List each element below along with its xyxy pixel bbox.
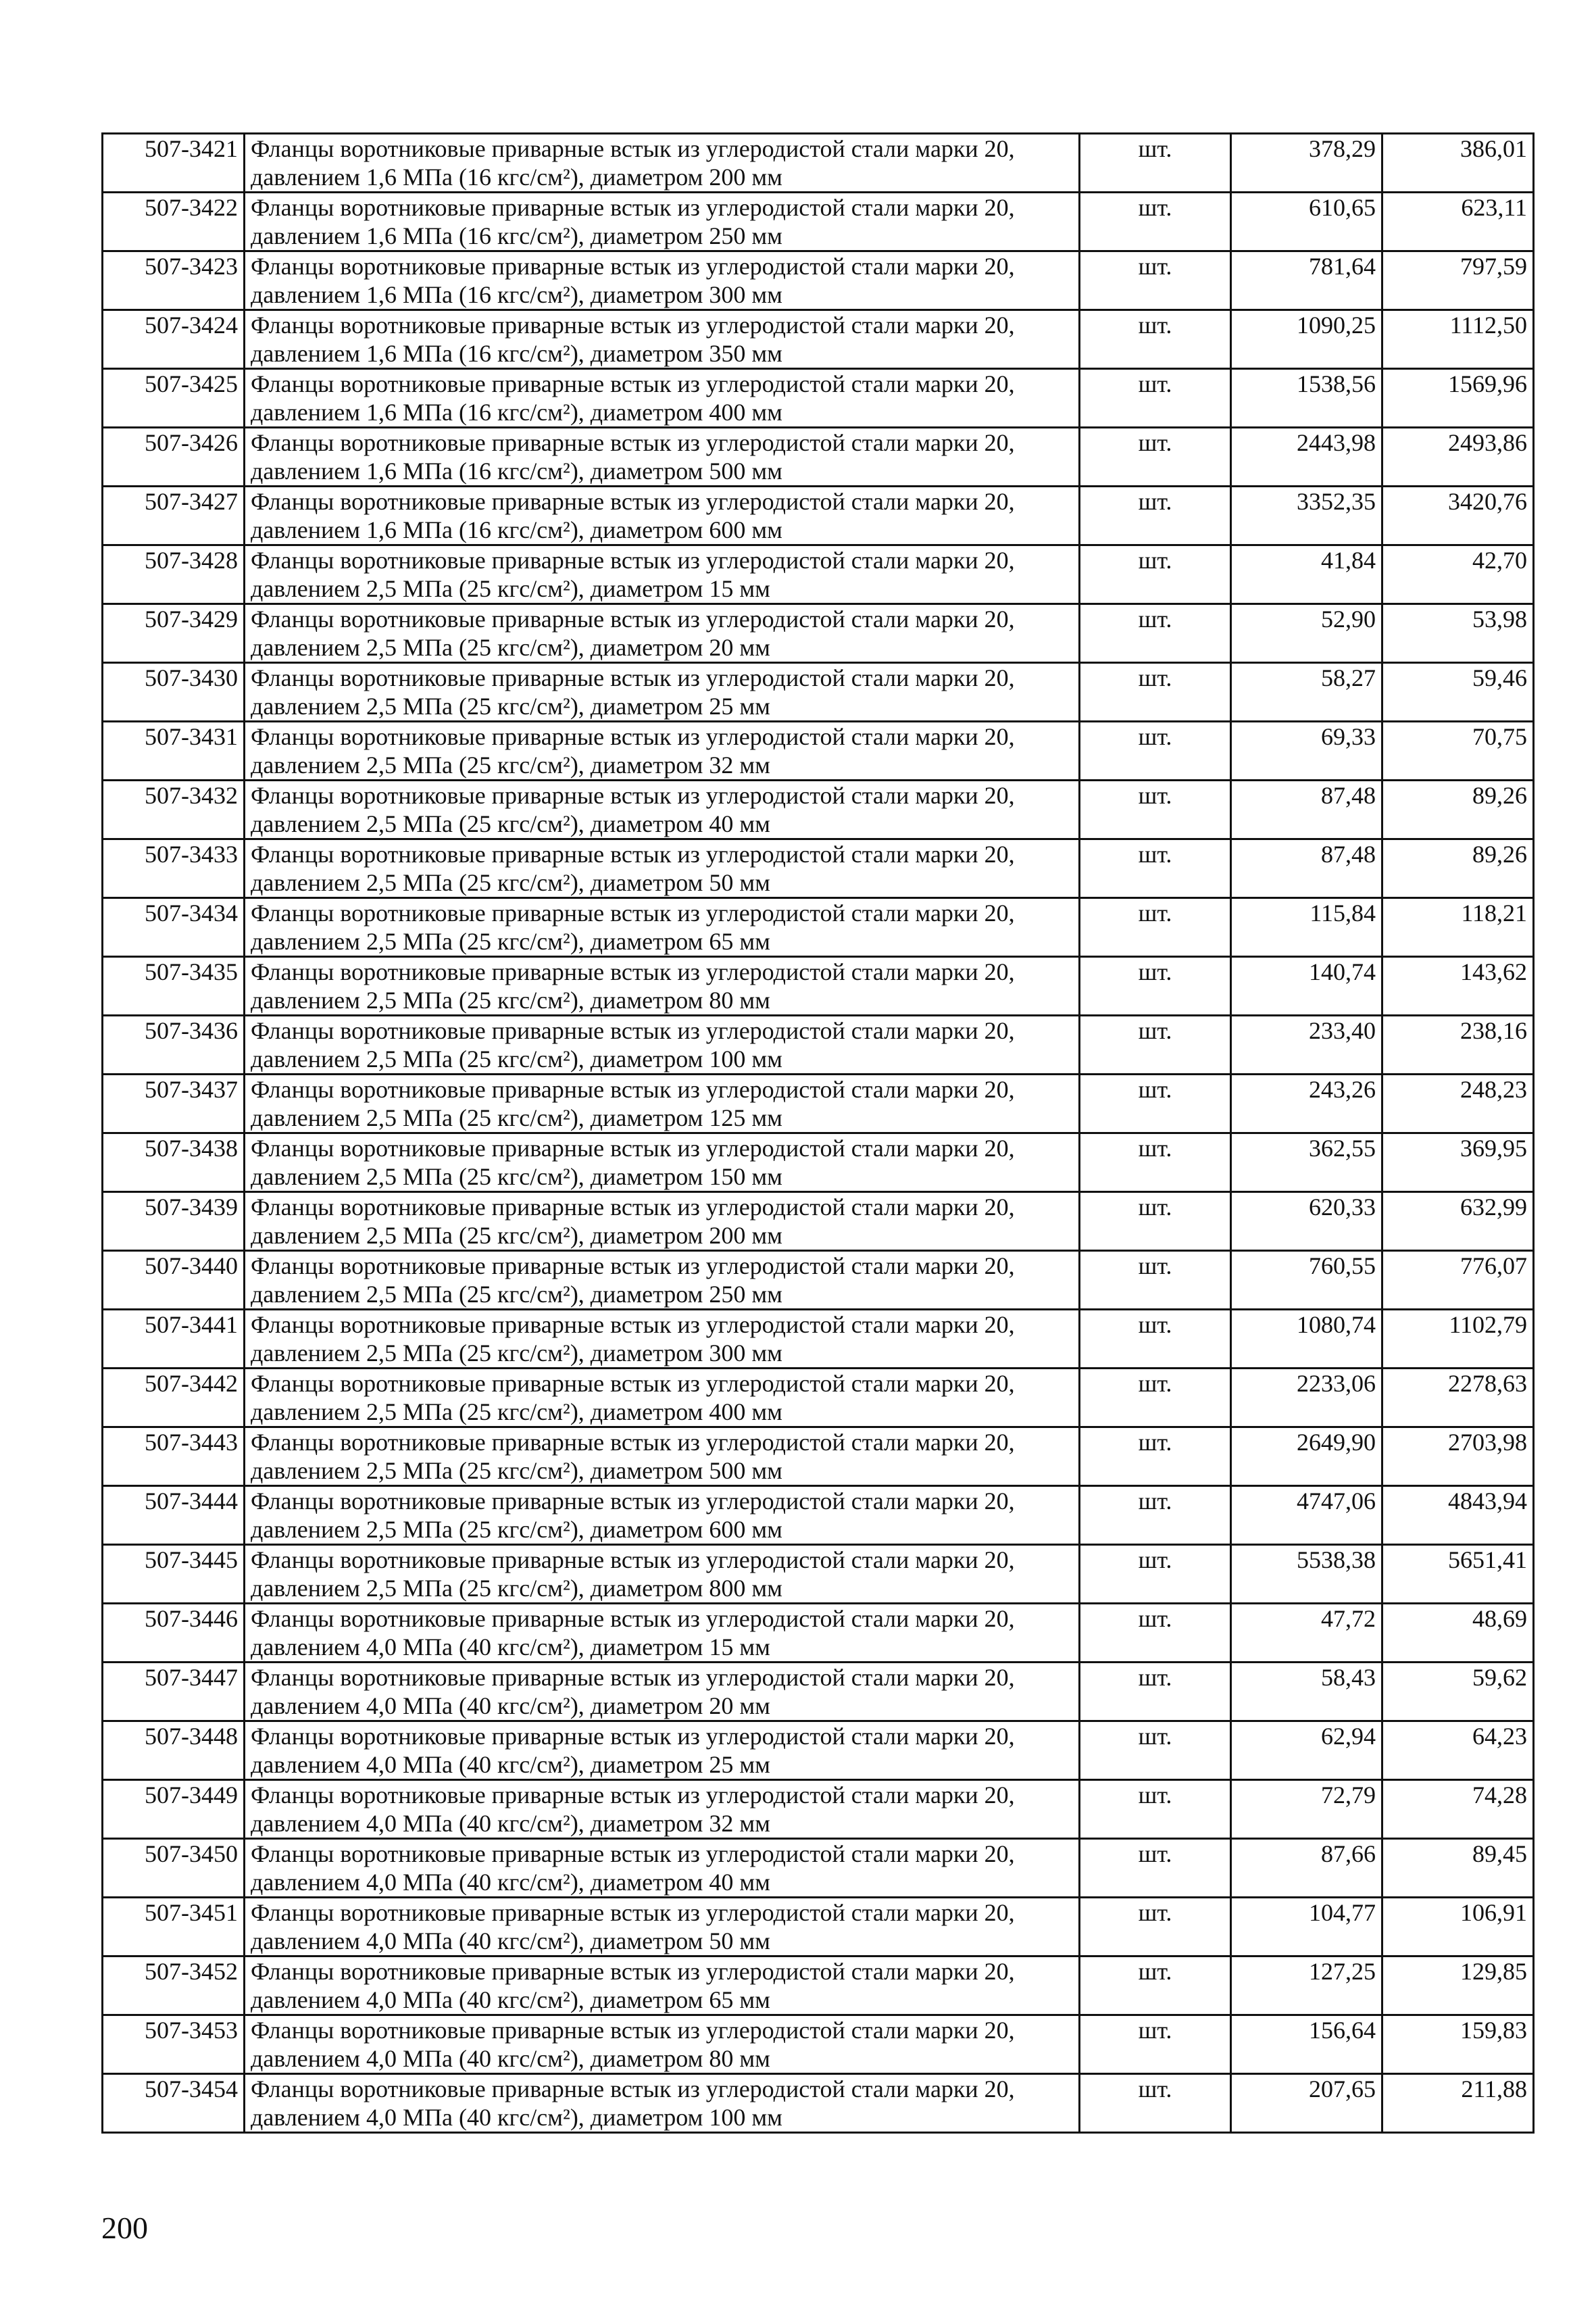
description-line-1: Фланцы воротниковые приварные встык из углеродистой стали марки 20,	[251, 1017, 1015, 1044]
item-unit: шт.	[1080, 2015, 1231, 2074]
item-price-2: 59,46	[1382, 663, 1534, 722]
table-row	[103, 898, 1534, 957]
item-price-2: 211,88	[1382, 2074, 1534, 2133]
description-line-1: Фланцы воротниковые приварные встык из углеродистой стали марки 20,	[251, 1135, 1015, 1162]
description-line-1: Фланцы воротниковые приварные встык из углеродистой стали марки 20,	[251, 1546, 1015, 1573]
item-price-2: 776,07	[1382, 1251, 1534, 1310]
item-price-2: 106,91	[1382, 1898, 1534, 1956]
item-price-1: 47,72	[1231, 1604, 1382, 1663]
item-price-1: 3352,35	[1231, 487, 1382, 545]
table-row	[103, 251, 1534, 310]
item-price-1: 62,94	[1231, 1721, 1382, 1780]
item-price-2: 143,62	[1382, 957, 1534, 1016]
item-price-1: 58,43	[1231, 1663, 1382, 1721]
description-line-2: давлением 2,5 МПа (25 кгс/см²), диаметром 400 мм	[251, 1398, 782, 1425]
item-description	[245, 487, 1080, 545]
item-unit: шт.	[1080, 1016, 1231, 1075]
description-line-2: давлением 4,0 МПа (40 кгс/см²), диаметром 32 мм	[251, 1810, 770, 1837]
item-price-2: 386,01	[1382, 134, 1534, 193]
price-table-body	[103, 134, 1534, 2133]
item-description	[245, 1839, 1080, 1898]
item-code: 507-3426	[103, 428, 245, 487]
item-code: 507-3446	[103, 1604, 245, 1663]
item-unit: шт.	[1080, 310, 1231, 369]
item-unit: шт.	[1080, 1310, 1231, 1369]
item-price-1: 207,65	[1231, 2074, 1382, 2133]
table-row	[103, 1898, 1534, 1956]
item-description	[245, 251, 1080, 310]
item-description	[245, 1133, 1080, 1192]
table-row	[103, 193, 1534, 251]
item-code: 507-3441	[103, 1310, 245, 1369]
item-code: 507-3424	[103, 310, 245, 369]
description-line-2: давлением 2,5 МПа (25 кгс/см²), диаметром 500 мм	[251, 1457, 782, 1484]
item-price-1: 115,84	[1231, 898, 1382, 957]
item-price-2: 623,11	[1382, 193, 1534, 251]
item-code: 507-3445	[103, 1545, 245, 1604]
item-description	[245, 898, 1080, 957]
table-row	[103, 428, 1534, 487]
description-line-1: Фланцы воротниковые приварные встык из углеродистой стали марки 20,	[251, 194, 1015, 221]
description-line-1: Фланцы воротниковые приварные встык из углеродистой стали марки 20,	[251, 2075, 1015, 2102]
table-row	[103, 1075, 1534, 1133]
table-row	[103, 1310, 1534, 1369]
description-line-1: Фланцы воротниковые приварные встык из углеродистой стали марки 20,	[251, 1076, 1015, 1103]
item-price-2: 89,26	[1382, 781, 1534, 839]
description-line-1: Фланцы воротниковые приварные встык из углеродистой стали марки 20,	[251, 1958, 1015, 1985]
item-unit: шт.	[1080, 487, 1231, 545]
item-price-1: 87,48	[1231, 839, 1382, 898]
description-line-2: давлением 2,5 МПа (25 кгс/см²), диаметром 150 мм	[251, 1163, 782, 1190]
table-row	[103, 839, 1534, 898]
description-line-2: давлением 4,0 МПа (40 кгс/см²), диаметром 20 мм	[251, 1692, 770, 1719]
item-code: 507-3442	[103, 1369, 245, 1427]
item-description	[245, 310, 1080, 369]
description-line-1: Фланцы воротниковые приварные встык из углеродистой стали марки 20,	[251, 135, 1015, 162]
item-description	[245, 663, 1080, 722]
item-code: 507-3422	[103, 193, 245, 251]
description-line-2: давлением 2,5 МПа (25 кгс/см²), диаметром 40 мм	[251, 810, 770, 837]
item-code: 507-3454	[103, 2074, 245, 2133]
table-row	[103, 1192, 1534, 1251]
item-price-1: 58,27	[1231, 663, 1382, 722]
item-price-1: 156,64	[1231, 2015, 1382, 2074]
item-code: 507-3439	[103, 1192, 245, 1251]
item-description	[245, 134, 1080, 193]
item-unit: шт.	[1080, 898, 1231, 957]
description-line-2: давлением 4,0 МПа (40 кгс/см²), диаметром 40 мм	[251, 1869, 770, 1896]
item-price-2: 74,28	[1382, 1780, 1534, 1839]
item-price-2: 369,95	[1382, 1133, 1534, 1192]
description-line-2: давлением 2,5 МПа (25 кгс/см²), диаметром 100 мм	[251, 1045, 782, 1073]
item-description	[245, 2015, 1080, 2074]
description-line-2: давлением 4,0 МПа (40 кгс/см²), диаметром 100 мм	[251, 2104, 782, 2131]
table-row	[103, 1604, 1534, 1663]
description-line-1: Фланцы воротниковые приварные встык из углеродистой стали марки 20,	[251, 547, 1015, 574]
item-price-2: 53,98	[1382, 604, 1534, 663]
description-line-2: давлением 4,0 МПа (40 кгс/см²), диаметром 65 мм	[251, 1986, 770, 2013]
item-unit: шт.	[1080, 1192, 1231, 1251]
item-price-2: 238,16	[1382, 1016, 1534, 1075]
item-price-2: 129,85	[1382, 1956, 1534, 2015]
item-code: 507-3449	[103, 1780, 245, 1839]
item-code: 507-3435	[103, 957, 245, 1016]
description-line-1: Фланцы воротниковые приварные встык из углеродистой стали марки 20,	[251, 429, 1015, 456]
description-line-1: Фланцы воротниковые приварные встык из углеродистой стали марки 20,	[251, 723, 1015, 750]
item-description	[245, 1016, 1080, 1075]
description-line-1: Фланцы воротниковые приварные встык из углеродистой стали марки 20,	[251, 900, 1015, 927]
item-price-1: 140,74	[1231, 957, 1382, 1016]
description-line-1: Фланцы воротниковые приварные встык из углеродистой стали марки 20,	[251, 606, 1015, 633]
item-price-2: 89,26	[1382, 839, 1534, 898]
item-price-1: 4747,06	[1231, 1486, 1382, 1545]
description-line-1: Фланцы воротниковые приварные встык из углеродистой стали марки 20,	[251, 1429, 1015, 1456]
item-unit: шт.	[1080, 1133, 1231, 1192]
item-code: 507-3438	[103, 1133, 245, 1192]
description-line-2: давлением 2,5 МПа (25 кгс/см²), диаметром 300 мм	[251, 1339, 782, 1367]
item-code: 507-3451	[103, 1898, 245, 1956]
table-row	[103, 310, 1534, 369]
description-line-1: Фланцы воротниковые приварные встык из углеродистой стали марки 20,	[251, 1193, 1015, 1221]
table-row	[103, 1663, 1534, 1721]
table-row	[103, 2015, 1534, 2074]
item-unit: шт.	[1080, 1839, 1231, 1898]
item-price-2: 2278,63	[1382, 1369, 1534, 1427]
description-line-1: Фланцы воротниковые приварные встык из углеродистой стали марки 20,	[251, 312, 1015, 339]
table-row	[103, 545, 1534, 604]
item-description	[245, 1310, 1080, 1369]
item-code: 507-3430	[103, 663, 245, 722]
table-row	[103, 1545, 1534, 1604]
item-price-2: 48,69	[1382, 1604, 1534, 1663]
item-unit: шт.	[1080, 1369, 1231, 1427]
item-price-1: 127,25	[1231, 1956, 1382, 2015]
item-unit: шт.	[1080, 604, 1231, 663]
item-code: 507-3450	[103, 1839, 245, 1898]
item-unit: шт.	[1080, 1898, 1231, 1956]
item-description	[245, 1663, 1080, 1721]
item-price-2: 1102,79	[1382, 1310, 1534, 1369]
table-row	[103, 369, 1534, 428]
description-line-2: давлением 2,5 МПа (25 кгс/см²), диаметром 200 мм	[251, 1222, 782, 1249]
item-price-1: 72,79	[1231, 1780, 1382, 1839]
description-line-1: Фланцы воротниковые приварные встык из углеродистой стали марки 20,	[251, 1487, 1015, 1515]
table-row	[103, 134, 1534, 193]
item-unit: шт.	[1080, 2074, 1231, 2133]
item-price-1: 2649,90	[1231, 1427, 1382, 1486]
item-code: 507-3433	[103, 839, 245, 898]
description-line-2: давлением 2,5 МПа (25 кгс/см²), диаметром 600 мм	[251, 1516, 782, 1543]
item-description	[245, 2074, 1080, 2133]
item-price-2: 5651,41	[1382, 1545, 1534, 1604]
item-code: 507-3444	[103, 1486, 245, 1545]
item-price-2: 118,21	[1382, 898, 1534, 957]
item-description	[245, 1486, 1080, 1545]
item-description	[245, 1721, 1080, 1780]
table-row	[103, 663, 1534, 722]
item-price-1: 1090,25	[1231, 310, 1382, 369]
item-code: 507-3432	[103, 781, 245, 839]
item-price-1: 610,65	[1231, 193, 1382, 251]
table-row	[103, 1486, 1534, 1545]
table-row	[103, 604, 1534, 663]
table-row	[103, 781, 1534, 839]
item-unit: шт.	[1080, 1545, 1231, 1604]
item-price-2: 59,62	[1382, 1663, 1534, 1721]
description-line-2: давлением 4,0 МПа (40 кгс/см²), диаметром 15 мм	[251, 1633, 770, 1660]
description-line-1: Фланцы воротниковые приварные встык из углеродистой стали марки 20,	[251, 1723, 1015, 1750]
item-description	[245, 428, 1080, 487]
item-price-1: 233,40	[1231, 1016, 1382, 1075]
item-price-1: 620,33	[1231, 1192, 1382, 1251]
item-description	[245, 1192, 1080, 1251]
item-unit: шт.	[1080, 1604, 1231, 1663]
item-price-1: 243,26	[1231, 1075, 1382, 1133]
item-description	[245, 1545, 1080, 1604]
item-price-1: 87,66	[1231, 1839, 1382, 1898]
description-line-1: Фланцы воротниковые приварные встык из углеродистой стали марки 20,	[251, 1840, 1015, 1867]
item-code: 507-3434	[103, 898, 245, 957]
item-unit: шт.	[1080, 251, 1231, 310]
description-line-2: давлением 2,5 МПа (25 кгс/см²), диаметром 65 мм	[251, 928, 770, 955]
table-row	[103, 1427, 1534, 1486]
item-code: 507-3421	[103, 134, 245, 193]
table-row	[103, 1369, 1534, 1427]
table-row	[103, 722, 1534, 781]
item-price-1: 1080,74	[1231, 1310, 1382, 1369]
item-price-2: 248,23	[1382, 1075, 1534, 1133]
item-price-1: 5538,38	[1231, 1545, 1382, 1604]
description-line-2: давлением 2,5 МПа (25 кгс/см²), диаметром 250 мм	[251, 1281, 782, 1308]
item-price-2: 4843,94	[1382, 1486, 1534, 1545]
page-number: 200	[101, 2211, 148, 2245]
item-description	[245, 1427, 1080, 1486]
item-unit: шт.	[1080, 1663, 1231, 1721]
item-price-1: 2233,06	[1231, 1369, 1382, 1427]
description-line-1: Фланцы воротниковые приварные встык из углеродистой стали марки 20,	[251, 1252, 1015, 1279]
item-unit: шт.	[1080, 193, 1231, 251]
price-table	[101, 132, 1535, 2134]
table-row	[103, 957, 1534, 1016]
item-unit: шт.	[1080, 134, 1231, 193]
item-unit: шт.	[1080, 545, 1231, 604]
item-code: 507-3425	[103, 369, 245, 428]
description-line-2: давлением 1,6 МПа (16 кгс/см²), диаметром 350 мм	[251, 340, 782, 367]
item-code: 507-3453	[103, 2015, 245, 2074]
item-code: 507-3429	[103, 604, 245, 663]
item-price-1: 362,55	[1231, 1133, 1382, 1192]
item-code: 507-3447	[103, 1663, 245, 1721]
item-price-1: 2443,98	[1231, 428, 1382, 487]
item-unit: шт.	[1080, 1780, 1231, 1839]
description-line-1: Фланцы воротниковые приварные встык из углеродистой стали марки 20,	[251, 1311, 1015, 1338]
item-code: 507-3443	[103, 1427, 245, 1486]
item-code: 507-3423	[103, 251, 245, 310]
description-line-1: Фланцы воротниковые приварные встык из углеродистой стали марки 20,	[251, 841, 1015, 868]
description-line-1: Фланцы воротниковые приварные встык из углеродистой стали марки 20,	[251, 1370, 1015, 1397]
item-price-2: 1569,96	[1382, 369, 1534, 428]
item-price-2: 632,99	[1382, 1192, 1534, 1251]
item-price-2: 2493,86	[1382, 428, 1534, 487]
item-description	[245, 957, 1080, 1016]
table-row	[103, 1780, 1534, 1839]
item-unit: шт.	[1080, 369, 1231, 428]
item-price-2: 70,75	[1382, 722, 1534, 781]
item-description	[245, 839, 1080, 898]
item-unit: шт.	[1080, 781, 1231, 839]
item-price-2: 89,45	[1382, 1839, 1534, 1898]
item-price-2: 797,59	[1382, 251, 1534, 310]
description-line-2: давлением 2,5 МПа (25 кгс/см²), диаметром 50 мм	[251, 869, 770, 896]
description-line-1: Фланцы воротниковые приварные встык из углеродистой стали марки 20,	[251, 664, 1015, 691]
description-line-1: Фланцы воротниковые приварные встык из углеродистой стали марки 20,	[251, 2017, 1015, 2044]
description-line-1: Фланцы воротниковые приварные встык из углеродистой стали марки 20,	[251, 1781, 1015, 1808]
item-price-2: 1112,50	[1382, 310, 1534, 369]
item-code: 507-3436	[103, 1016, 245, 1075]
description-line-1: Фланцы воротниковые приварные встык из углеродистой стали марки 20,	[251, 1605, 1015, 1632]
table-row	[103, 487, 1534, 545]
table-row	[103, 1839, 1534, 1898]
item-code: 507-3431	[103, 722, 245, 781]
item-unit: шт.	[1080, 1956, 1231, 2015]
item-unit: шт.	[1080, 428, 1231, 487]
description-line-1: Фланцы воротниковые приварные встык из углеродистой стали марки 20,	[251, 1664, 1015, 1691]
description-line-2: давлением 1,6 МПа (16 кгс/см²), диаметром 300 мм	[251, 281, 782, 308]
description-line-1: Фланцы воротниковые приварные встык из углеродистой стали марки 20,	[251, 488, 1015, 515]
item-code: 507-3440	[103, 1251, 245, 1310]
table-row	[103, 2074, 1534, 2133]
item-description	[245, 369, 1080, 428]
item-price-1: 378,29	[1231, 134, 1382, 193]
description-line-1: Фланцы воротниковые приварные встык из углеродистой стали марки 20,	[251, 1899, 1015, 1926]
item-unit: шт.	[1080, 1427, 1231, 1486]
item-price-1: 52,90	[1231, 604, 1382, 663]
description-line-2: давлением 2,5 МПа (25 кгс/см²), диаметром 800 мм	[251, 1575, 782, 1602]
item-price-1: 1538,56	[1231, 369, 1382, 428]
description-line-2: давлением 2,5 МПа (25 кгс/см²), диаметром 20 мм	[251, 634, 770, 661]
item-unit: шт.	[1080, 1721, 1231, 1780]
item-price-2: 42,70	[1382, 545, 1534, 604]
item-price-2: 64,23	[1382, 1721, 1534, 1780]
item-code: 507-3437	[103, 1075, 245, 1133]
item-description	[245, 1604, 1080, 1663]
item-code: 507-3448	[103, 1721, 245, 1780]
item-code: 507-3452	[103, 1956, 245, 2015]
description-line-1: Фланцы воротниковые приварные встык из углеродистой стали марки 20,	[251, 782, 1015, 809]
description-line-2: давлением 2,5 МПа (25 кгс/см²), диаметром 15 мм	[251, 575, 770, 602]
description-line-2: давлением 2,5 МПа (25 кгс/см²), диаметром 32 мм	[251, 752, 770, 779]
item-price-1: 41,84	[1231, 545, 1382, 604]
item-price-2: 2703,98	[1382, 1427, 1534, 1486]
item-price-1: 87,48	[1231, 781, 1382, 839]
description-line-2: давлением 1,6 МПа (16 кгс/см²), диаметром 250 мм	[251, 222, 782, 249]
item-description	[245, 545, 1080, 604]
item-price-1: 781,64	[1231, 251, 1382, 310]
item-code: 507-3427	[103, 487, 245, 545]
item-unit: шт.	[1080, 722, 1231, 781]
item-price-1: 69,33	[1231, 722, 1382, 781]
item-description	[245, 1780, 1080, 1839]
item-unit: шт.	[1080, 1251, 1231, 1310]
item-price-2: 159,83	[1382, 2015, 1534, 2074]
item-description	[245, 722, 1080, 781]
description-line-2: давлением 1,6 МПа (16 кгс/см²), диаметром 600 мм	[251, 516, 782, 543]
item-code: 507-3428	[103, 545, 245, 604]
description-line-2: давлением 1,6 МПа (16 кгс/см²), диаметром 400 мм	[251, 399, 782, 426]
description-line-2: давлением 2,5 МПа (25 кгс/см²), диаметром 125 мм	[251, 1104, 782, 1131]
item-price-1: 104,77	[1231, 1898, 1382, 1956]
item-description	[245, 1956, 1080, 2015]
item-description	[245, 1369, 1080, 1427]
description-line-2: давлением 4,0 МПа (40 кгс/см²), диаметром 80 мм	[251, 2045, 770, 2072]
description-line-2: давлением 2,5 МПа (25 кгс/см²), диаметром 25 мм	[251, 693, 770, 720]
description-line-2: давлением 4,0 МПа (40 кгс/см²), диаметром 25 мм	[251, 1751, 770, 1778]
table-row	[103, 1133, 1534, 1192]
table-row	[103, 1956, 1534, 2015]
item-unit: шт.	[1080, 1075, 1231, 1133]
description-line-1: Фланцы воротниковые приварные встык из углеродистой стали марки 20,	[251, 958, 1015, 985]
table-row	[103, 1016, 1534, 1075]
item-description	[245, 781, 1080, 839]
item-unit: шт.	[1080, 839, 1231, 898]
item-description	[245, 1075, 1080, 1133]
description-line-1: Фланцы воротниковые приварные встык из углеродистой стали марки 20,	[251, 253, 1015, 280]
table-row	[103, 1251, 1534, 1310]
description-line-2: давлением 2,5 МПа (25 кгс/см²), диаметром 80 мм	[251, 987, 770, 1014]
table-row	[103, 1721, 1534, 1780]
item-unit: шт.	[1080, 663, 1231, 722]
description-line-2: давлением 4,0 МПа (40 кгс/см²), диаметром 50 мм	[251, 1927, 770, 1954]
description-line-2: давлением 1,6 МПа (16 кгс/см²), диаметром 500 мм	[251, 458, 782, 485]
item-description	[245, 1251, 1080, 1310]
description-line-1: Фланцы воротниковые приварные встык из углеродистой стали марки 20,	[251, 370, 1015, 397]
item-unit: шт.	[1080, 1486, 1231, 1545]
item-description	[245, 1898, 1080, 1956]
description-line-2: давлением 1,6 МПа (16 кгс/см²), диаметром 200 мм	[251, 164, 782, 191]
item-price-2: 3420,76	[1382, 487, 1534, 545]
item-description	[245, 193, 1080, 251]
item-unit: шт.	[1080, 957, 1231, 1016]
item-description	[245, 604, 1080, 663]
item-price-1: 760,55	[1231, 1251, 1382, 1310]
